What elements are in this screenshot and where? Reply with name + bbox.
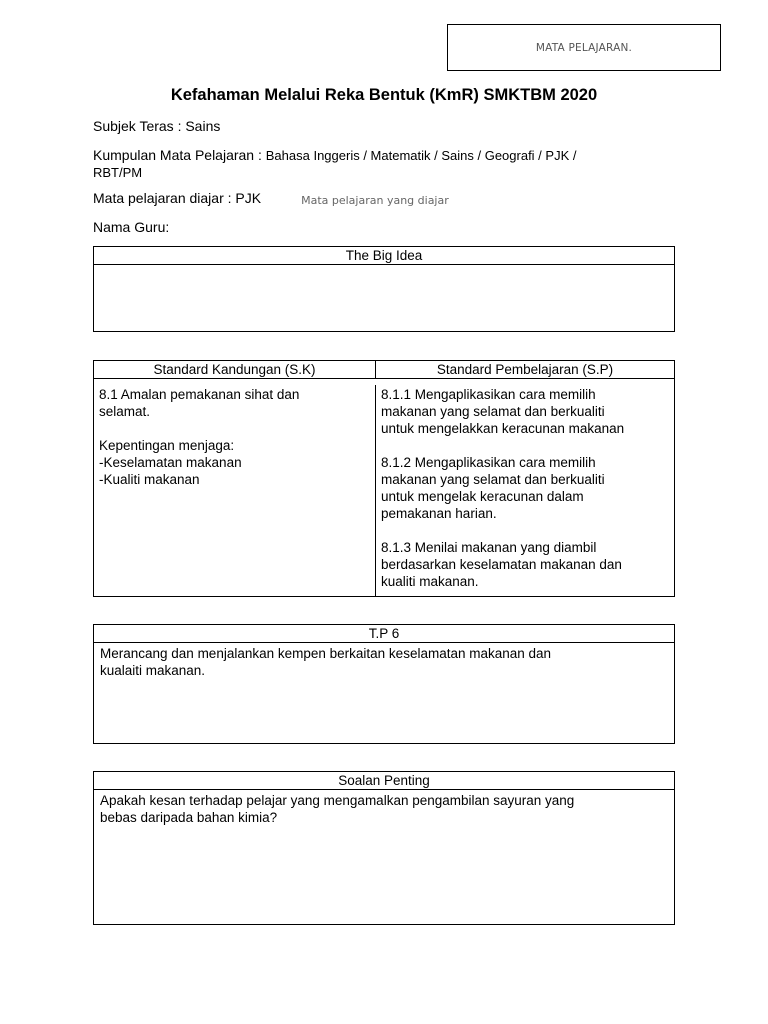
subject-stamp-box <box>447 24 721 71</box>
kumpulan-label: Kumpulan Mata Pelajaran : <box>93 147 266 163</box>
subject-stamp-label: MATA PELAJARAN. <box>535 41 633 54</box>
sp-heading: Standard Pembelajaran (S.P) <box>376 361 674 379</box>
nama-guru-line: Nama Guru: <box>93 219 170 235</box>
tp-box <box>93 624 675 744</box>
big-idea-content[interactable] <box>94 265 674 269</box>
document-title: Kefahaman Melalui Reka Bentuk (KmR) SMKTBM 2020 <box>170 86 598 104</box>
mata-pelajaran-hint: Mata pelajaran yang diajar <box>301 194 449 207</box>
tp-content: Merancang dan menjalankan kempen berkaitan keselamatan makanan dan kualaiti makanan. <box>100 646 552 678</box>
subjek-teras-line: Subjek Teras : Sains <box>93 118 221 134</box>
kumpulan-value-2: RBT/PM <box>93 165 143 180</box>
kumpulan-value: Bahasa Inggeris / Matematik / Sains / Geografi / PJK / <box>265 148 577 163</box>
big-idea-box <box>93 246 675 332</box>
sk-heading: Standard Kandungan (S.K) <box>94 361 376 379</box>
kumpulan-line <box>93 147 576 181</box>
sp-content: 8.1.1 Mengaplikasikan cara memilih makanan yang selamat dan berkualiti untuk mengelakkan keracunan makanan 8.1.2 Mengaplikasikan cara memilih makanan yang selamat dan berkualiti untuk mengelak keracunan dalam pemakanan harian. 8.1.3 Menilai makanan yang diambil berdasarkan keselamatan makanan dan kualiti makanan. <box>381 386 625 589</box>
big-idea-heading: The Big Idea <box>94 247 674 265</box>
sk-content: 8.1 Amalan pemakanan sihat dan selamat. Kepentingan menjaga: -Keselamatan makanan -Kualiti makanan <box>94 385 376 597</box>
mata-pelajaran-line <box>93 190 449 206</box>
soalan-content: Apakah kesan terhadap pelajar yang mengamalkan pengambilan sayuran yang bebas daripada bahan kimia? <box>100 793 575 825</box>
soalan-penting-box <box>93 771 675 925</box>
mata-pelajaran-text: Mata pelajaran diajar : PJK <box>93 190 262 206</box>
tp-heading: T.P 6 <box>94 625 674 643</box>
soalan-heading: Soalan Penting <box>94 772 674 790</box>
standards-table <box>93 360 675 597</box>
